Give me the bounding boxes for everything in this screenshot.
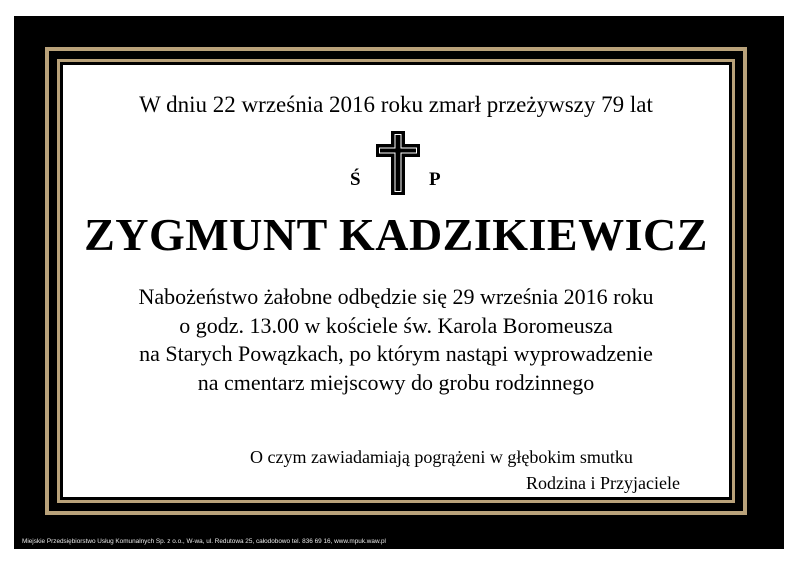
- latin-cross-icon: [376, 131, 420, 195]
- obituary-sheet: [14, 16, 784, 549]
- abbrev-letter-p: P: [429, 169, 441, 190]
- notice-panel: [63, 65, 729, 497]
- service-line-3: na Starych Powązkach, po którym nastąpi wyprowadzenie: [139, 341, 653, 366]
- deceased-name: ZYGMUNT KADZIKIEWICZ: [84, 209, 708, 260]
- family-signature: Rodzina i Przyjaciele: [526, 473, 680, 493]
- abbrev-letter-s: Ś: [350, 169, 361, 190]
- service-line-1: Nabożeństwo żałobne odbędzie się 29 września 2016 roku: [138, 284, 654, 309]
- funeral-company-footer: Miejskie Przedsiębiorstwo Usług Komunalnych Sp. z o.o., W-wa, ul. Redutowa 25, całodobowo tel. 836 69 16, www.mpuk.waw.pl: [22, 538, 386, 545]
- service-line-4: na cmentarz miejscowy do grobu rodzinnego: [197, 370, 595, 395]
- death-announcement: W dniu 22 września 2016 roku zmarł przeżywszy 79 lat: [139, 92, 653, 117]
- service-line-2: o godz. 13.00 w kościele św. Karola Boromeusza: [179, 313, 613, 338]
- mourners-line: O czym zawiadamiają pogrążeni w głębokim smutku: [250, 447, 633, 467]
